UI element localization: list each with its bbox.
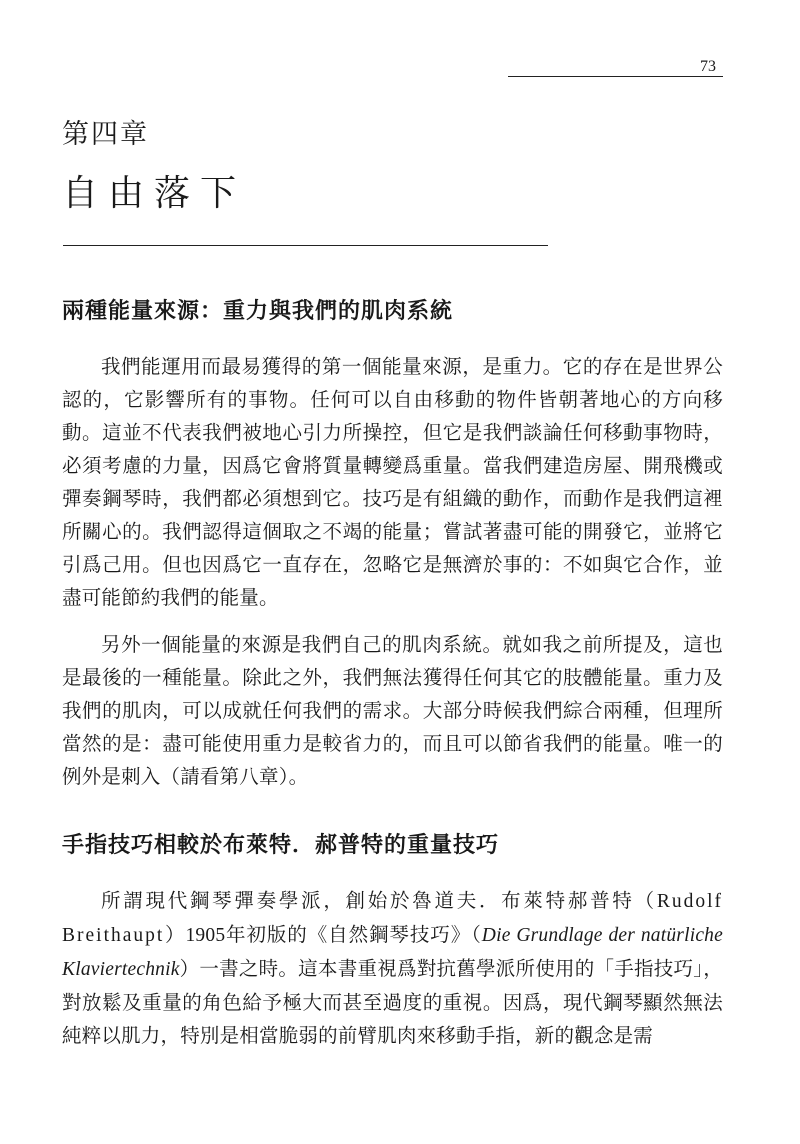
paragraph-gravity: 我們能運用而最易獲得的第一個能量來源，是重力。它的存在是世界公認的，它影響所有的事物。任何可以自由移動的物件皆朝著地心的方向移動。這並不代表我們被地心引力所操控，但它是我們談論任何移動事物時，必須考慮的力量，因爲它會將質量轉變爲重量。當我們建造房屋、開飛機或彈奏鋼琴時，我們都必須想到它。技巧是有組織的動作，而動作是我們這裡所關心的。我們認得這個取之不竭的能量；嘗試著盡可能的開發它，並將它引爲己用。但也因爲它一直存在，忽略它是無濟於事的：不如與它合作，並盡可能節約我們的能量。 xyxy=(62,355,723,609)
paragraph-text-1: 所謂現代鋼琴彈奏學派，創始於魯道夫．布萊特郝普特（ xyxy=(101,889,657,912)
title-rule xyxy=(63,245,548,246)
chapter-title: 自由落下 xyxy=(62,173,247,214)
publication-year: 1905 xyxy=(185,925,226,946)
page-number: 73 xyxy=(700,58,716,75)
section-heading-energy-sources: 兩種能量來源：重力與我們的肌肉系統 xyxy=(62,299,454,324)
chapter-label: 第四章 xyxy=(62,119,149,150)
paragraph-text-3: 年初版的《自然鋼琴技巧》（ xyxy=(225,923,482,946)
author-name: Rudolf Breithaupt xyxy=(62,891,723,946)
header-rule xyxy=(508,76,723,77)
section-heading-finger-technique: 手指技巧相較於布萊特．郝普特的重量技巧 xyxy=(62,833,500,858)
paragraph-text-4: ）一書之時。這本書重視爲對抗舊學派所使用的「手指技巧」，對放鬆及重量的角色給予極大而甚至過度的重視。因爲，現代鋼琴顯然無法純粹以肌力，特別是相當脆弱的前臂肌肉來移動手指，新的觀念是需 xyxy=(62,957,723,1047)
paragraph-breithaupt xyxy=(62,884,723,1052)
paragraph-text-2: ） xyxy=(164,923,186,946)
paragraph-muscles: 另外一個能量的來源是我們自己的肌肉系統。就如我之前所提及，這也是最後的一種能量。除此之外，我們無法獲得任何其它的肢體能量。重力及我們的肌肉，可以成就任何我們的需求。大部分時候我們綜合兩種，但理所當然的是：盡可能使用重力是較省力的，而且可以節省我們的能量。唯一的例外是刺入（請看第八章）。 xyxy=(62,633,723,788)
book-title: Die Grundlage der natürliche Klaviertechnik xyxy=(62,925,723,980)
